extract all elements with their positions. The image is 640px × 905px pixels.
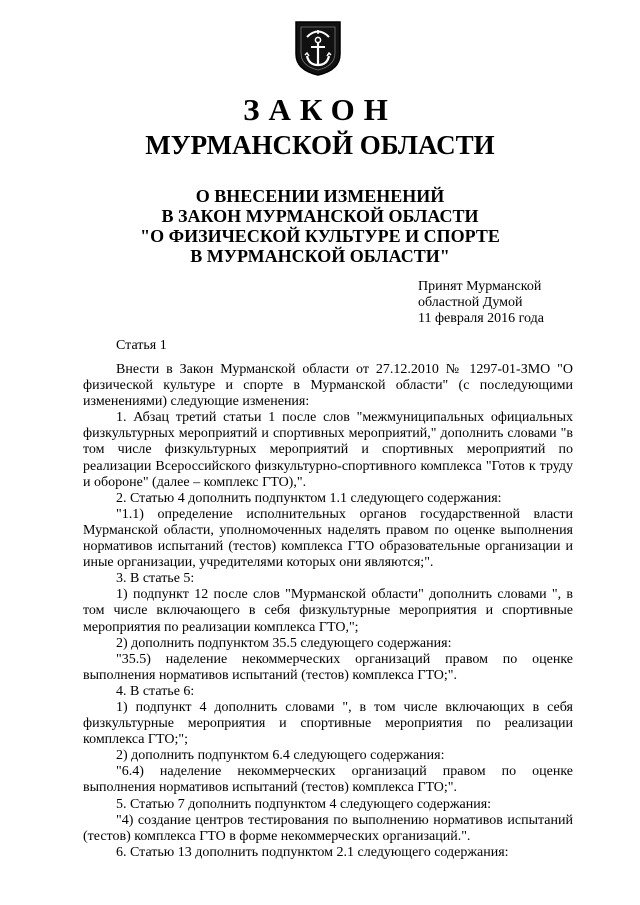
body-paragraph: "35.5) наделение некоммерческих организаций правом по оценке выполнения нормативов испытаний (тестов) комплекса ГТО;". xyxy=(83,651,573,683)
body-paragraph: 1. Абзац третий статьи 1 после слов "межмуниципальных официальных физкультурных мероприятий и спортивных мероприятий," дополнить словами "в том числе физкультурных мероприятий и спортивных мероприятий по реализации Всероссийского физкультурно-спортивного комплекса "Готов к труду и обороне" (далее – комплекс ГТО),". xyxy=(83,410,573,490)
body-paragraph: 2) дополнить подпунктом 35.5 следующего содержания: xyxy=(116,635,452,651)
region-heading: МУРМАНСКОЙ ОБЛАСТИ xyxy=(145,130,495,160)
body-paragraph: "1.1) определение исполнительных органов государственной власти Мурманской области, уполномоченных наделять правом по оценке выполнения нормативов испытаний (тестов) комплекса ГТО образовательные организации и иные организации, учредителями которых они являются;". xyxy=(83,506,573,571)
adoption-line: Принят Мурманской xyxy=(418,279,542,294)
body-paragraph: 2) дополнить подпунктом 6.4 следующего содержания: xyxy=(116,748,445,764)
adoption-line: областной Думой xyxy=(418,295,523,310)
body-paragraph: 1) подпункт 4 дополнить словами ", в том числе включающих в себя физкультурные мероприятия и спортивные мероприятия по реализации комплекса ГТО;"; xyxy=(83,699,573,748)
body-paragraph: "6.4) наделение некоммерческих организаций правом по оценке выполнения нормативов испытаний (тестов) комплекса ГТО;". xyxy=(83,764,573,796)
body-paragraph: 4. В статье 6: xyxy=(116,683,195,699)
body-paragraph: 5. Статью 7 дополнить подпунктом 4 следующего содержания: xyxy=(116,796,492,812)
title-line: В ЗАКОН МУРМАНСКОЙ ОБЛАСТИ xyxy=(161,206,479,226)
law-body xyxy=(83,362,573,861)
title-line: В МУРМАНСКОЙ ОБЛАСТИ" xyxy=(190,246,450,266)
body-paragraph: "4) создание центров тестирования по выполнению нормативов испытаний (тестов) комплекса ГТО в форме некоммерческих организаций.". xyxy=(83,812,573,844)
body-paragraph: 1) подпункт 12 после слов "Мурманской области" дополнить словами ", в том числе включающего в себя физкультурные мероприятия и спортивные мероприятия по реализации комплекса ГТО,"; xyxy=(83,587,573,635)
law-title xyxy=(0,186,640,266)
article-heading: Статья 1 xyxy=(116,338,167,353)
adoption-note xyxy=(418,279,628,327)
title-line: О ВНЕСЕНИИ ИЗМЕНЕНИЙ xyxy=(195,186,445,206)
body-paragraph: 2. Статью 4 дополнить подпунктом 1.1 следующего содержания: xyxy=(116,490,502,506)
coat-of-arms-icon xyxy=(293,20,343,76)
body-paragraph: 3. В статье 5: xyxy=(116,571,195,587)
body-paragraph: Внести в Закон Мурманской области от 27.12.2010 № 1297-01-ЗМО "О физической культуре и спорте в Мурманской области" (с последующими изменениями) следующие изменения: xyxy=(83,362,573,410)
title-line: "О ФИЗИЧЕСКОЙ КУЛЬТУРЕ И СПОРТЕ xyxy=(140,226,500,246)
law-heading: ЗАКОН xyxy=(243,92,397,127)
adoption-line: 11 февраля 2016 года xyxy=(418,311,544,326)
body-paragraph: 6. Статью 13 дополнить подпунктом 2.1 следующего содержания: xyxy=(116,844,509,860)
